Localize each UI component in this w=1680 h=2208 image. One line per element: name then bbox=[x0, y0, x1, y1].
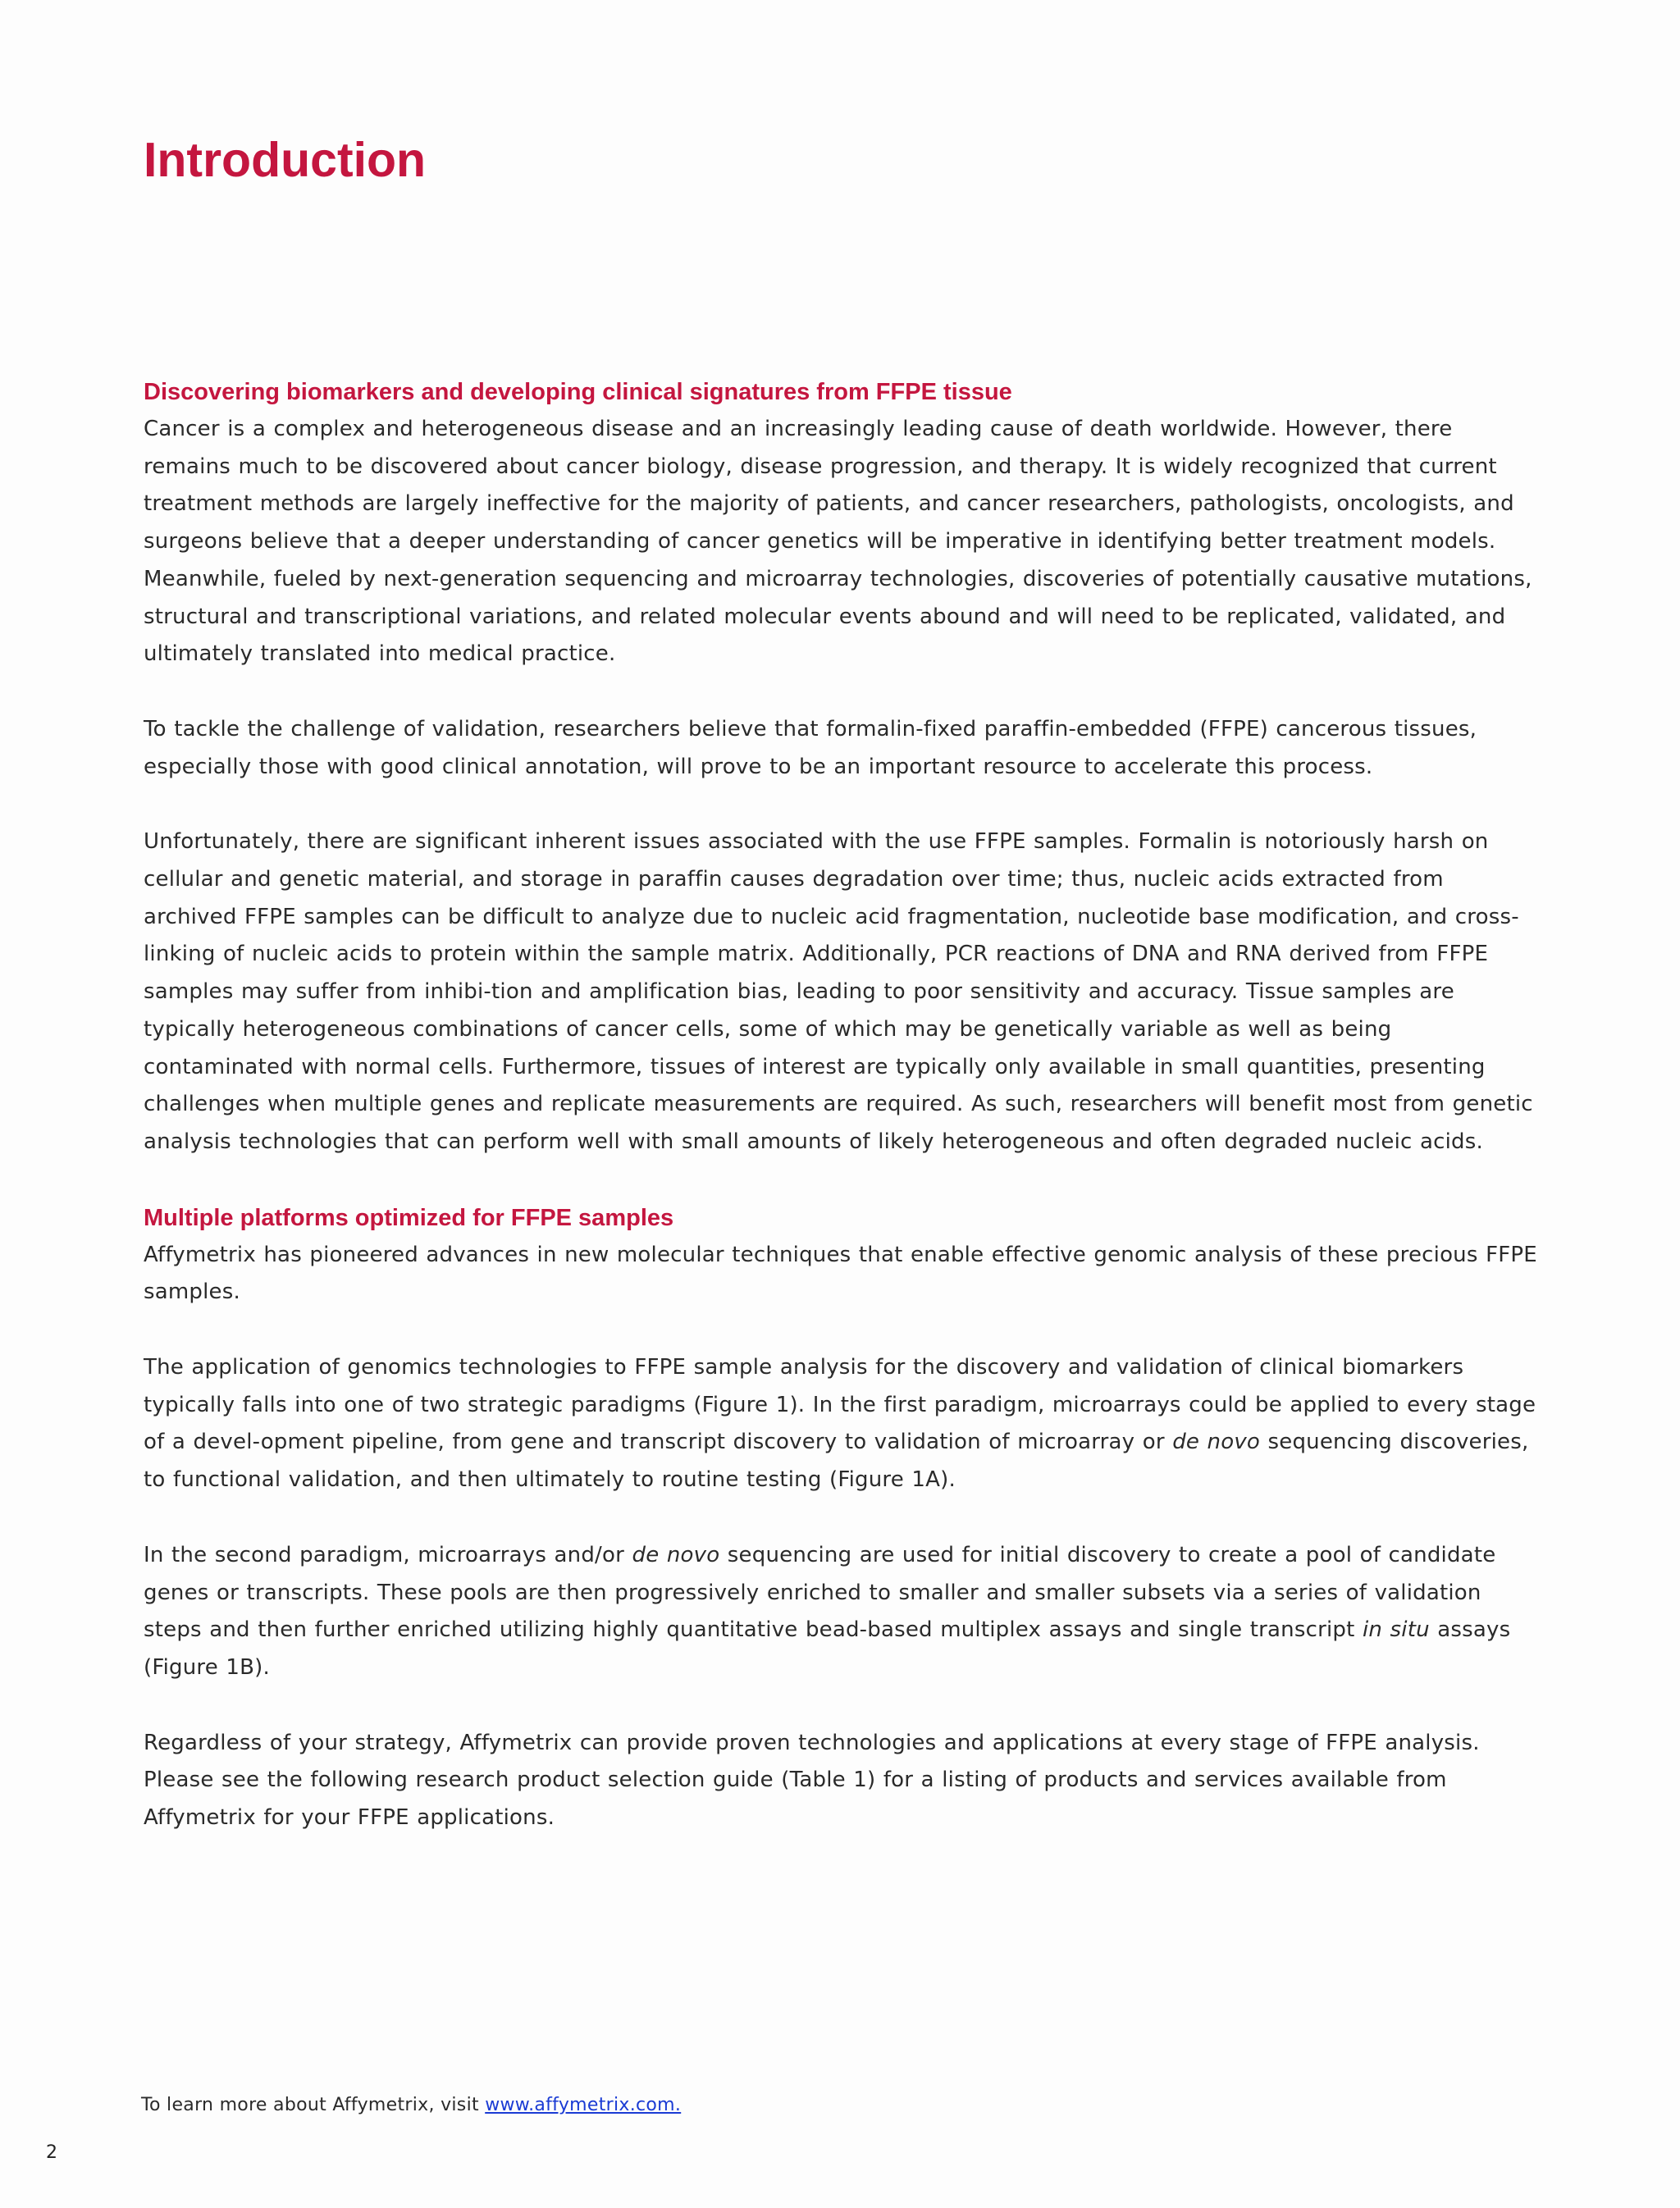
section-heading-platforms: Multiple platforms optimized for FFPE samples bbox=[144, 1204, 674, 1231]
affymetrix-link[interactable]: www.affymetrix.com. bbox=[485, 2095, 682, 2115]
paragraph-text: sequencing discoveries, to functional validation, and then ultimately to routine testing (Figure 1A). bbox=[144, 1430, 1529, 1493]
paragraph: Unfortunately, there are significant inherent issues associated with the use FFPE samples. Formalin is notoriously harsh on cellular and genetic material, and storage in paraffin causes degradation over time; thus, nucleic acids extracted from archived FFPE samples can be difficult to analyze due to nucleic acid fragmentation, nucleotide base modification, and cross-linking of nucleic acids to protein within the sample matrix. Additionally, PCR reactions of DNA and RNA derived from FFPE samples may suffer from inhibi-tion and amplification bias, leading to poor sensitivity and accuracy. Tissue samples are typically heterogeneous combinations of cancer cells, some of which may be genetically variable as well as being contaminated with normal cells. Furthermore, tissues of interest are typically only available in small quantities, presenting challenges when multiple genes and replicate measurements are required. As such, researchers will benefit most from genetic analysis technologies that can perform well with small amounts of likely heterogeneous and often degraded nucleic acids. bbox=[144, 829, 1533, 1154]
italic-term: de novo bbox=[1172, 1430, 1261, 1455]
paragraph: Regardless of your strategy, Affymetrix can provide proven technologies and applications at every stage of FFPE analysis. Please see the following research product selection guide (Table 1) for a listing of products and services available from Affymetrix for your FFPE applications. bbox=[144, 1730, 1480, 1831]
paragraph-text: In the second paradigm, microarrays and/or bbox=[144, 1542, 632, 1567]
footer bbox=[141, 2093, 681, 2118]
paragraph bbox=[144, 1349, 1538, 1499]
paragraph-text: assays (Figure 1B). bbox=[144, 1617, 1511, 1680]
paragraph-text: The application of genomics technologies to FFPE sample analysis for the discovery and validation of clinical biomarkers typically falls into one of two strategic paradigms (Figure 1). In the first paradigm, microarrays could be applied to every stage of a devel-opment pipeline, from gene and transcript discovery to validation of microarray or bbox=[144, 1355, 1536, 1455]
section-heading-biomarkers: Discovering biomarkers and developing clinical signatures from FFPE tissue bbox=[144, 379, 1012, 405]
footer-text: To learn more about Affymetrix, visit bbox=[141, 2095, 486, 2115]
paragraph: Affymetrix has pioneered advances in new molecular techniques that enable effective genomic analysis of these precious FFPE samples. bbox=[144, 1242, 1537, 1305]
paragraph: Cancer is a complex and heterogeneous disease and an increasingly leading cause of death worldwide. However, there remains much to be discovered about cancer biology, disease progression, and therapy. It is widely recognized that current treatment methods are largely ineffective for the majority of patients, and cancer researchers, pathologists, oncologists, and surgeons believe that a deeper understanding of cancer genetics will be imperative in identifying better treatment models. Meanwhile, fueled by next-generation sequencing and microarray technologies, discoveries of potentially causative mutations, structural and transcriptional variations, and related molecular events abound and will need to be replicated, validated, and ultimately translated into medical practice. bbox=[144, 417, 1532, 667]
paragraph: To tackle the challenge of validation, researchers believe that formalin-fixed paraffin-embedded (FFPE) cancerous tissues, especially those with good clinical annotation, will prove to be an important resource to accelerate this process. bbox=[144, 716, 1477, 779]
italic-term: in situ bbox=[1362, 1617, 1430, 1643]
paragraph bbox=[144, 1537, 1538, 1687]
main-content bbox=[144, 373, 1538, 1875]
page-title: Introduction bbox=[144, 133, 427, 187]
italic-term: de novo bbox=[632, 1542, 720, 1567]
page-number: 2 bbox=[46, 2142, 57, 2163]
paragraph-text: sequencing are used for initial discovery to create a pool of candidate genes or transcripts. These pools are then progressively enriched to smaller and smaller subsets via a series of validation steps and then further enriched utilizing highly quantitative bead-based multiplex assays and single transcript bbox=[144, 1542, 1496, 1643]
